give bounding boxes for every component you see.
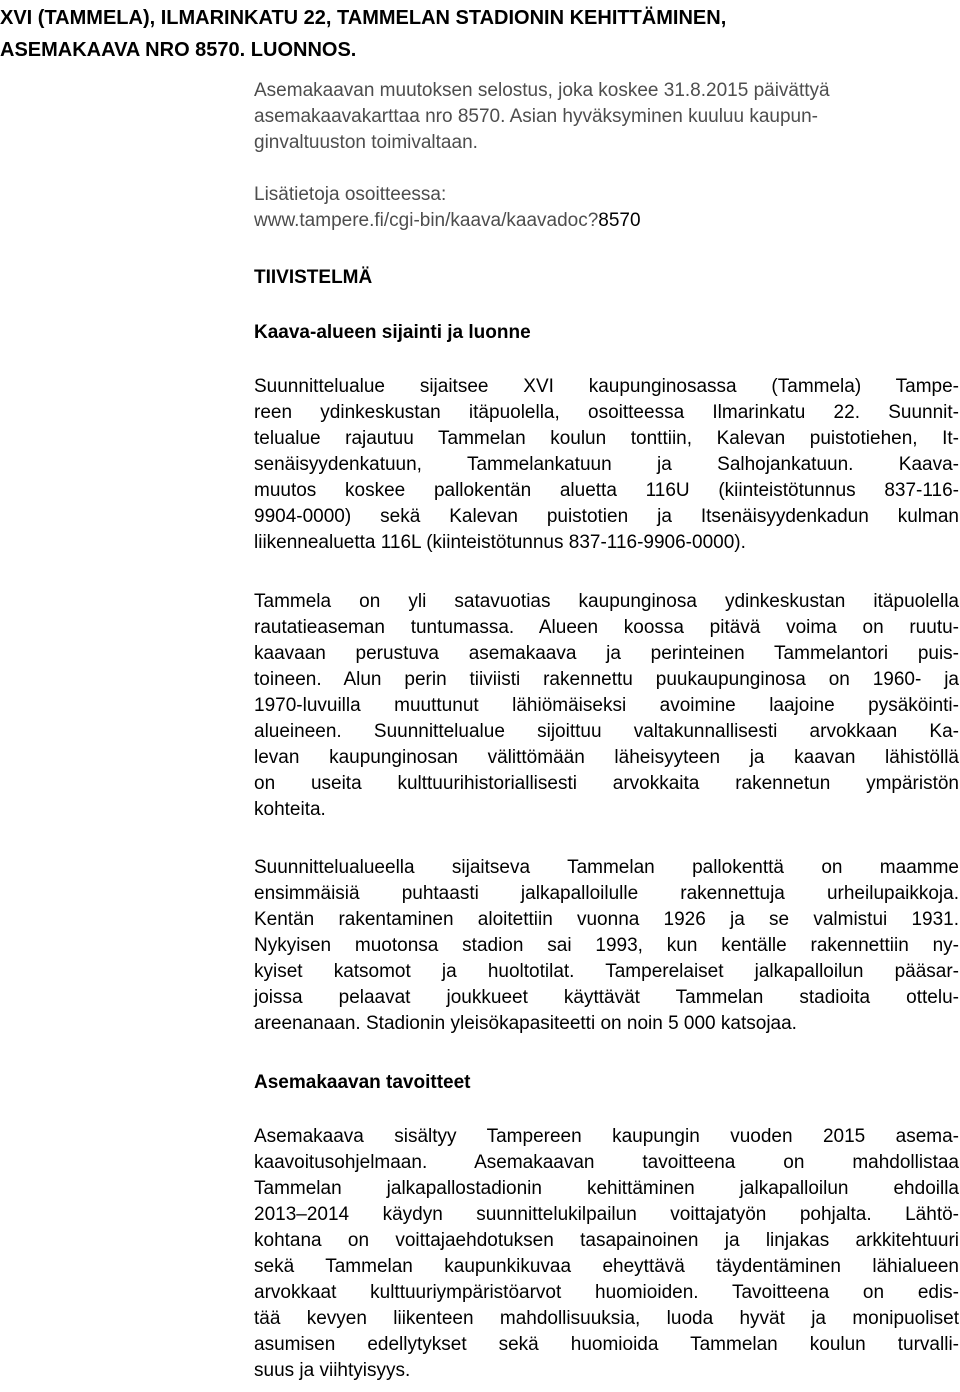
body-line: rautatieaseman tuntumassa. Alueen koossa pitävä voima on ruutu- — [254, 617, 959, 638]
body-line: Nykyisen muotonsa stadion sai 1993, kun kentälle rakennettiin ny- — [254, 935, 959, 956]
body-line: sekä Tammelan kaupunkikuvaa eheyttävä täydentäminen lähialueen — [254, 1256, 959, 1277]
body-line: on useita kulttuurihistoriallisesti arvokkaita rakennetun ympäristön — [254, 773, 959, 794]
body-line: kohteita. — [254, 799, 326, 820]
body-line: liikennealuetta 116L (kiinteistötunnus 837-116-9906-0000). — [254, 532, 746, 553]
body-line: reen ydinkeskustan itäpuolella, osoitteessa Ilmarinkatu 22. Suunnit- — [254, 402, 959, 423]
body-line: Suunnittelualue sijaitsee XVI kaupunginosassa (Tammela) Tampe- — [254, 376, 959, 397]
body-line: areenanaan. Stadionin yleisökapasiteetti on noin 5 000 katsojaa. — [254, 1013, 797, 1034]
info-link-plan-number[interactable]: 8570 — [598, 210, 641, 231]
body-line: kaavaan perustuva asemakaava ja perinteinen Tammelantori puis- — [254, 643, 959, 664]
document-title — [0, 2, 958, 66]
location-heading: Kaava-alueen sijainti ja luonne — [254, 322, 531, 343]
info-label: Lisätietoja osoitteessa: — [254, 184, 447, 205]
body-line: Tammela on yli satavuotias kaupunginosa ydinkeskustan itäpuolella — [254, 591, 959, 612]
body-line: kohtana on voittajaehdotuksen tasapainoinen ja linjakas arkkitehtuuri — [254, 1230, 959, 1251]
info-link-line — [254, 208, 641, 234]
body-line: ensimmäisiä puhtaasti jalkapalloilulle rakennettuja urheilupaikkoja. — [254, 883, 959, 904]
document-title-line-1: XVI (TAMMELA), ILMARINKATU 22, TAMMELAN STADIONIN KEHITTÄMINEN, — [0, 7, 727, 29]
body-line: suus ja viihtyisyys. — [254, 1360, 411, 1381]
body-line: asumisen edellytykset sekä huomioida Tammelan koulun turvalli- — [254, 1334, 959, 1355]
document-title-line-2: ASEMAKAAVA NRO 8570. LUONNOS. — [0, 39, 357, 61]
body-line: Tammelan jalkapallostadionin kehittäminen jalkapalloilun ehdoilla — [254, 1178, 959, 1199]
body-line: muutos koskee pallokentän aluetta 116U (kiinteistötunnus 837-116- — [254, 480, 959, 501]
body-line: levan kaupunginosan välittömään läheisyyteen ja kaavan lähistöllä — [254, 747, 959, 768]
body-line: 1970-luvuilla muuttunut lähiömäiseksi avoimine laajoine pysäköinti- — [254, 695, 959, 716]
goals-heading: Asemakaavan tavoitteet — [254, 1072, 471, 1093]
body-line: Kentän rakentaminen aloitettiin vuonna 1926 ja se valmistui 1931. — [254, 909, 959, 930]
body-line: kyiset katsomot ja huoltotilat. Tamperelaiset jalkapalloilun pääsar- — [254, 961, 959, 982]
body-line: kaavoitusohjelmaan. Asemakaavan tavoitteena on mahdollistaa — [254, 1152, 959, 1173]
intro-line: ginvaltuuston toimivaltaan. — [254, 132, 478, 153]
intro-line: asemakaavakarttaa nro 8570. Asian hyväksyminen kuuluu kaupun- — [254, 106, 819, 127]
body-line: senäisyydenkatuun, Tammelankatuun ja Salhojankatuun. Kaava- — [254, 454, 959, 475]
body-line: Asemakaava sisältyy Tampereen kaupungin vuoden 2015 asema- — [254, 1126, 959, 1147]
intro-line: Asemakaavan muutoksen selostus, joka koskee 31.8.2015 päivättyä — [254, 80, 830, 101]
summary-heading: TIIVISTELMÄ — [254, 267, 373, 288]
body-line: alueineen. Suunnittelualue sijoittuu valtakunnallisesti arvokkaan Ka- — [254, 721, 959, 742]
body-line: telualue rajautuu Tammelan koulun tonttiin, Kalevan puistotiehen, It- — [254, 428, 959, 449]
body-line: joissa pelaavat joukkueet käyttävät Tammelan stadioita ottelu- — [254, 987, 959, 1008]
body-line: arvokkaat kulttuuriympäristöarvot huomioiden. Tavoitteena on edis- — [254, 1282, 959, 1303]
body-line: toineen. Alun perin tiiviisti rakennettu puukaupunginosa on 1960- ja — [254, 669, 959, 690]
body-line: 2013–2014 käydyn suunnittelukilpailun voittajatyön pohjalta. Lähtö- — [254, 1204, 959, 1225]
body-line: tää kevyen liikenteen mahdollisuuksia, luoda hyvät ja monipuoliset — [254, 1308, 959, 1329]
body-line: 9904-0000) sekä Kalevan puistotien ja Itsenäisyydenkadun kulman — [254, 506, 959, 527]
info-link[interactable]: www.tampere.fi/cgi-bin/kaava/kaavadoc? — [254, 210, 599, 231]
body-line: Suunnittelualueella sijaitseva Tammelan pallokenttä on maamme — [254, 857, 959, 878]
